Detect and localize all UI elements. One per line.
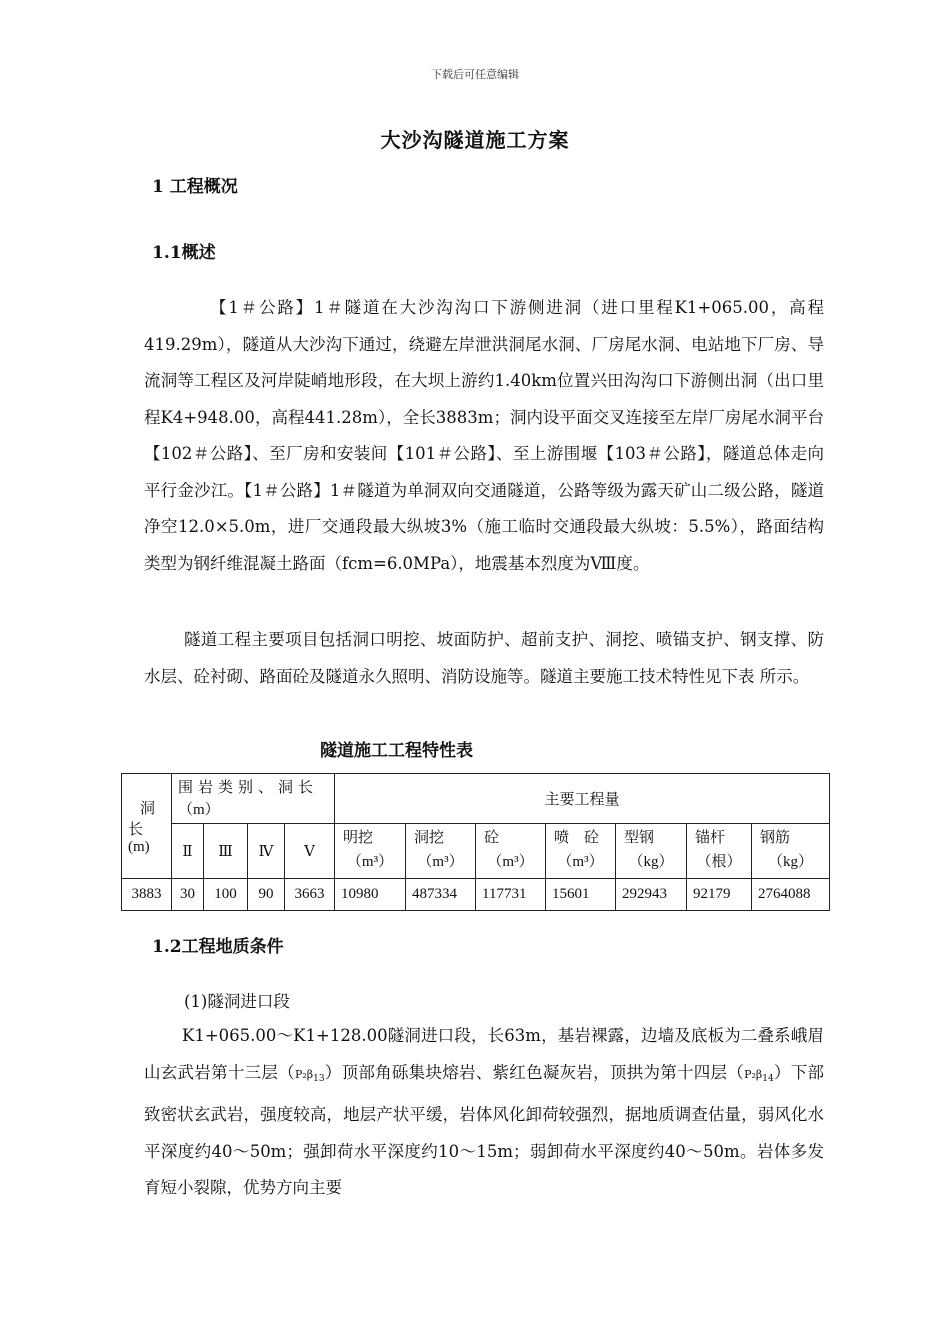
geology-text-c: ）下部致密状玄武岩，强度较高，地层产状平缓，岩体风化卸荷较强烈，据地质调查估量，弱风化水平深度约40～50m；强卸荷水平深度约10～15m；弱卸荷水平深度约40～50m。岩体多发育短小裂隙，优势方向主要 xyxy=(144,1062,825,1198)
table-data-cell: 117731 xyxy=(476,879,546,911)
table-data-cell: 90 xyxy=(248,879,285,911)
quantity-header-name: 喷 砼 xyxy=(554,830,600,846)
rock-class-cell: Ⅲ xyxy=(204,824,248,879)
document-title: 大沙沟隧道施工方案 xyxy=(380,128,570,152)
quantity-header-name: 锚杆 xyxy=(695,830,726,846)
quantity-header-cell xyxy=(546,824,616,879)
table-data-cell: 30 xyxy=(172,879,204,911)
quantity-header-name: 砼 xyxy=(484,830,500,846)
section-heading-1-2: 1.2工程地质条件 xyxy=(152,937,284,957)
quantity-header-unit: （m³） xyxy=(346,854,394,870)
formula-p2b13: $P_2\beta_{13}$ xyxy=(294,1067,325,1084)
table-data-cell: 2764088 xyxy=(752,879,830,911)
table-data-cell: 100 xyxy=(204,879,248,911)
quantity-header-name: 明挖 xyxy=(343,830,374,846)
header-note: 下载后可任意编辑 xyxy=(431,68,519,81)
table-data-cell: 15601 xyxy=(546,879,616,911)
overview-paragraph: 【1＃公路】1＃隧道在大沙沟沟口下游侧进洞（进口里程K1+065.00，高程419.29m），隧道从大沙沟下通过，绕避左岸泄洪洞尾水洞、厂房尾水洞、电站地下厂房、导流洞等工程区及河岸陡峭地形段，在大坝上游约1.40km位置兴田沟沟口下游侧出洞（出口里程K4+948.00，高程441.28m），全长3883m；洞内设平面交叉连接至左岸厂房尾水洞平台【102＃公路】、至厂房和安装间【101＃公路】、至上游围堰【103＃公路】，隧道总体走向平行金沙江。【1＃公路】1＃隧道为单洞双向交通隧道，公路等级为露天矿山二级公路，隧道净空12.0×5.0m，进厂交通段最大纵坡3%（施工临时交通段最大纵坡：5.5%），路面结构类型为钢纤维混凝土路面（fcm=6.0MPa），地震基本烈度为Ⅷ度。 xyxy=(144,298,824,573)
table-data-cell: 92179 xyxy=(687,879,752,911)
quantity-header-name: 钢筋 xyxy=(760,830,791,846)
length-header-cell xyxy=(122,774,172,879)
quantity-header-name: 型钢 xyxy=(624,830,655,846)
length-header-unit: (m) xyxy=(128,838,150,855)
table-data-cell: 3883 xyxy=(122,879,172,911)
table-title: 隧道施工工程特性表 xyxy=(320,741,473,761)
quantity-header-name: 洞挖 xyxy=(414,830,445,846)
quantity-header-cell xyxy=(616,824,687,879)
geology-paragraph xyxy=(144,1018,824,1207)
quantity-header-cell xyxy=(476,824,546,879)
rock-class-cell: Ⅴ xyxy=(285,824,335,879)
table-data-cell: 10980 xyxy=(335,879,406,911)
quantity-header-cell xyxy=(687,824,752,879)
section-heading-1: 1 工程概况 xyxy=(152,177,238,197)
section-heading-1-1: 1.1概述 xyxy=(152,243,216,263)
geology-text-b: ）顶部角砾集块熔岩、紫红色凝灰岩，顶拱为第十四层（ xyxy=(324,1062,745,1082)
quantity-header-unit: （m³） xyxy=(487,854,534,870)
table-data-cell: 487334 xyxy=(406,879,476,911)
rock-class-header xyxy=(172,774,335,824)
scope-paragraph: 隧道工程主要项目包括洞口明挖、坡面防护、超前支护、洞挖、喷锚支护、钢支撑、防水层、砼衬砌、路面砼及隧道永久照明、消防设施等。隧道主要施工技术特性见下表 所示。 xyxy=(144,630,824,686)
rock-class-header-unit: （m） xyxy=(178,801,220,818)
subsection-heading: (1)隧洞进口段 xyxy=(184,992,290,1011)
quantity-header-unit: （m³） xyxy=(417,854,464,870)
rock-class-cell: Ⅱ xyxy=(172,824,204,879)
formula-p2b14: $P_2\beta_{14}$ xyxy=(744,1067,774,1084)
quantity-header-unit: （kg） xyxy=(628,854,674,870)
geology-text-a: K1+065.00～K1+128.00隧洞进口段，长63m，基岩裸露，边墙及底板为二叠系峨眉山玄武岩第十三层（ xyxy=(144,1026,824,1082)
rock-class-header-label: 围岩类别、洞长 xyxy=(178,779,319,796)
quantity-header-cell xyxy=(406,824,476,879)
quantity-header-unit: （m³） xyxy=(557,854,604,870)
quantity-header-cell xyxy=(335,824,406,879)
main-quantities-header: 主要工程量 xyxy=(335,774,830,824)
quantity-header-cell xyxy=(752,824,830,879)
tunnel-spec-table xyxy=(121,773,830,911)
table-data-cell: 3663 xyxy=(285,879,335,911)
rock-class-cell: Ⅳ xyxy=(248,824,285,879)
quantity-header-unit: （根） xyxy=(696,854,742,870)
quantity-header-unit: （kg） xyxy=(767,854,813,870)
table-data-cell: 292943 xyxy=(616,879,687,911)
length-header-b: 长 xyxy=(128,821,144,838)
length-header-a: 洞 xyxy=(139,800,161,817)
